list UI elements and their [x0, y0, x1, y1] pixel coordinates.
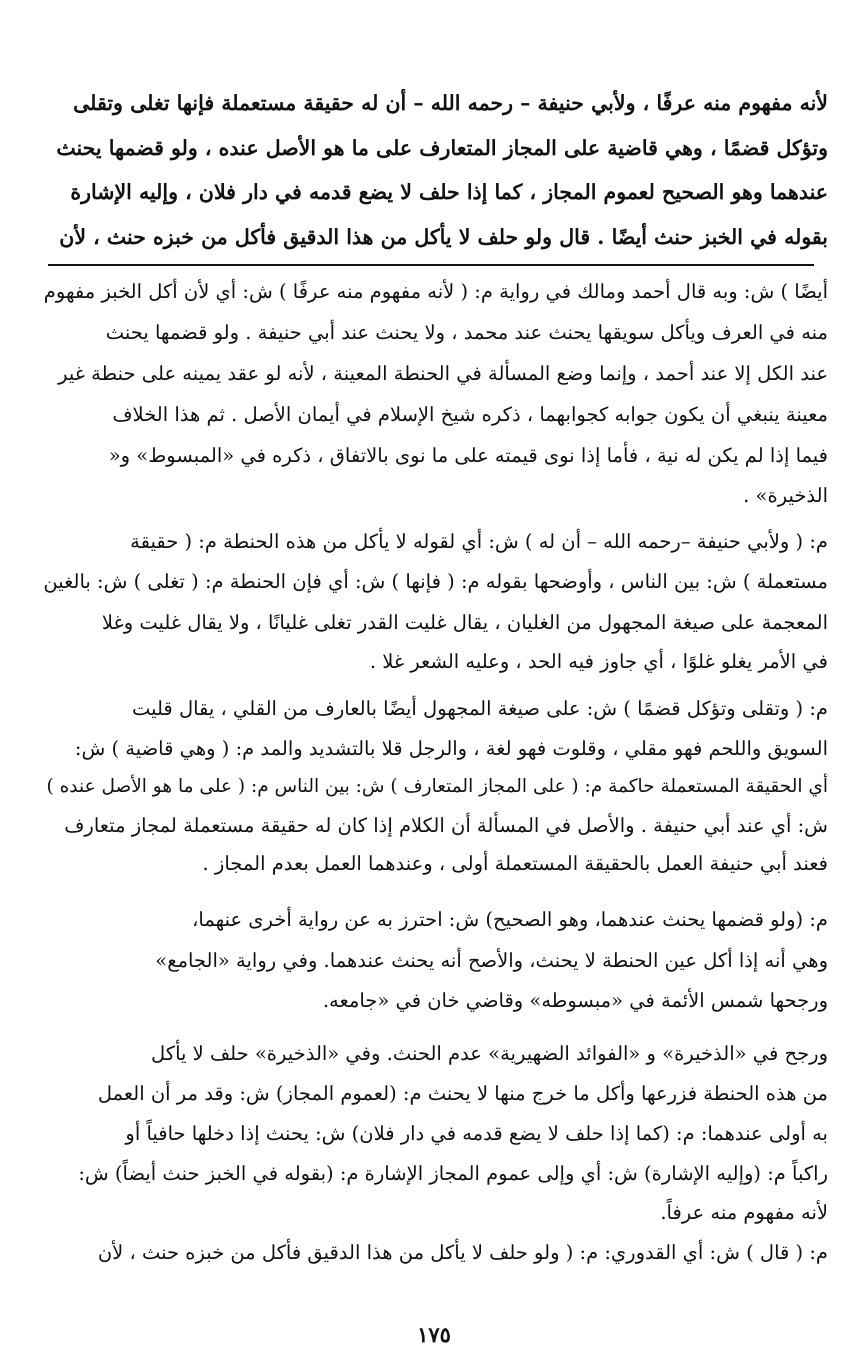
page-number: ١٧٥ [417, 1322, 451, 1347]
commentary-line: وهي أنه إذا أكل عين الحنطة لا يحنث، والأصح أنه يحنث عندهما. وفي رواية «الجامع» [155, 949, 828, 972]
commentary-line: ورجح في «الذخيرة» و «الفوائد الضهيرية» عدم الحنث. وفي «الذخيرة» حلف لا يأكل [151, 1042, 828, 1065]
commentary-line: م: ( قال ) ش: أي القدوري: م: ( ولو حلف لا يأكل من هذا الدقيق فأكل من خبزه حنث ، لأن [97, 1241, 828, 1264]
commentary-line: م: ( وتقلى وتؤكل قضمًا ) ش: على صيغة المجهول أيضًا بالعارف من القلي ، يقال قليت [131, 697, 828, 720]
commentary-line: عند الكل إلا عند أحمد ، وإنما وضع المسألة في الحنطة المعينة ، لأنه لو عقد يمينه على حنطة غير [58, 362, 828, 385]
commentary-line: م: ( ولأبي حنيفة –رحمه الله – أن له ) ش: أي لقوله لا يأكل من هذه الحنطة م: ( حقيقة [130, 530, 828, 553]
commentary-line: به أولى عندهما: م: (كما إذا حلف لا يضع قدمه في دار فلان) ش: يحنث إذا دخلها حافياً أو [125, 1122, 828, 1145]
commentary-line: م: (ولو قضمها يحنث عندهما، وهو الصحيح) ش: احترز به عن رواية أخرى عنهما، [192, 908, 828, 931]
main-text-line: لأنه مفهوم منه عرفًا ، ولأبي حنيفة – رحمه الله – أن له حقيقة مستعملة فإنها تغلى وتقلى [73, 91, 828, 115]
commentary-line: راكباً م: (وإليه الإشارة) ش: أي وإلى عموم المجاز الإشارة م: (بقوله في الخبز حنث أيضاً) ش: [78, 1162, 828, 1185]
commentary-line: فيما إذا لم يكن له نية ، فأما إذا نوى قيمته على ما نوى بالاتفاق ، ذكره في «المبسوط» و« [108, 444, 828, 467]
commentary-line: من هذه الحنطة فزرعها وأكل ما خرج منها لا يحنث م: (لعموم المجاز) ش: وقد مر أن العمل [97, 1082, 828, 1105]
commentary-line: ورجحها شمس الأئمة في «مبسوطه» وقاضي خان في «جامعه. [322, 989, 828, 1012]
main-text-line: وتؤكل قضمًا ، وهي قاضية على المجاز المتعارف على ما هو الأصل عنده ، ولو قضمها يحنث [56, 136, 828, 160]
commentary-line: معينة ينبغي أن يكون جوابه كجوابهما ، ذكره شيخ الإسلام في أيمان الأصل . ثم هذا الخلاف [112, 403, 828, 426]
commentary-line: أيضًا ) ش: وبه قال أحمد ومالك في رواية م: ( لأنه مفهوم منه عرفًا ) ش: أي لأن أكل الخبز مفهوم [43, 280, 828, 303]
commentary-line: ش: أي عند أبي حنيفة . والأصل في المسألة أن الكلام إذا كان له حقيقة مستعملة لمجاز متعارف [64, 814, 828, 837]
commentary-line: الذخيرة» . [743, 484, 828, 507]
commentary-line: أي الحقيقة المستعملة حاكمة م: ( على المجاز المتعارف ) ش: بين الناس م: ( على ما هو الأصل عنده ) [46, 776, 828, 797]
separator-rule [48, 264, 814, 266]
commentary-line: السويق واللحم فهو مقلي ، وقلوت فهو لغة ، والرجل قلا بالتشديد والمد م: ( وهي قاضية ) ش: [74, 737, 828, 760]
commentary-line: لأنه مفهوم منه عرفاً. [660, 1201, 828, 1224]
main-text-line: عندهما وهو الصحيح لعموم المجاز ، كما إذا حلف لا يضع قدمه في دار فلان ، وإليه الإشارة [70, 180, 828, 204]
commentary-line: منه في العرف ويأكل سويقها يحنث عند محمد ، ولا يحنث عند أبي حنيفة . ولو قضمها يحنث [105, 321, 828, 344]
commentary-line: فعند أبي حنيفة العمل بالحقيقة المستعملة أولى ، وعندهما العمل بعدم المجاز . [202, 852, 828, 875]
commentary-line: مستعملة ) ش: بين الناس ، وأوضحها بقوله م: ( فإنها ) ش: أي فإن الحنطة م: ( تغلى ) ش: بالغين [43, 570, 828, 593]
commentary-line: في الأمر يغلو غلوًا ، أي جاوز فيه الحد ، وعليه الشعر غلا . [369, 650, 828, 673]
commentary-line: المعجمة على صيغة المجهول من الغليان ، يقال غليت القدر تغلى غليانًا ، ولا يقال غليت وغلا [101, 611, 828, 634]
main-text-line: بقوله في الخبز حنث أيضًا . قال ولو حلف لا يأكل من هذا الدقيق فأكل من خبزه حنث ، لأن [59, 225, 828, 249]
